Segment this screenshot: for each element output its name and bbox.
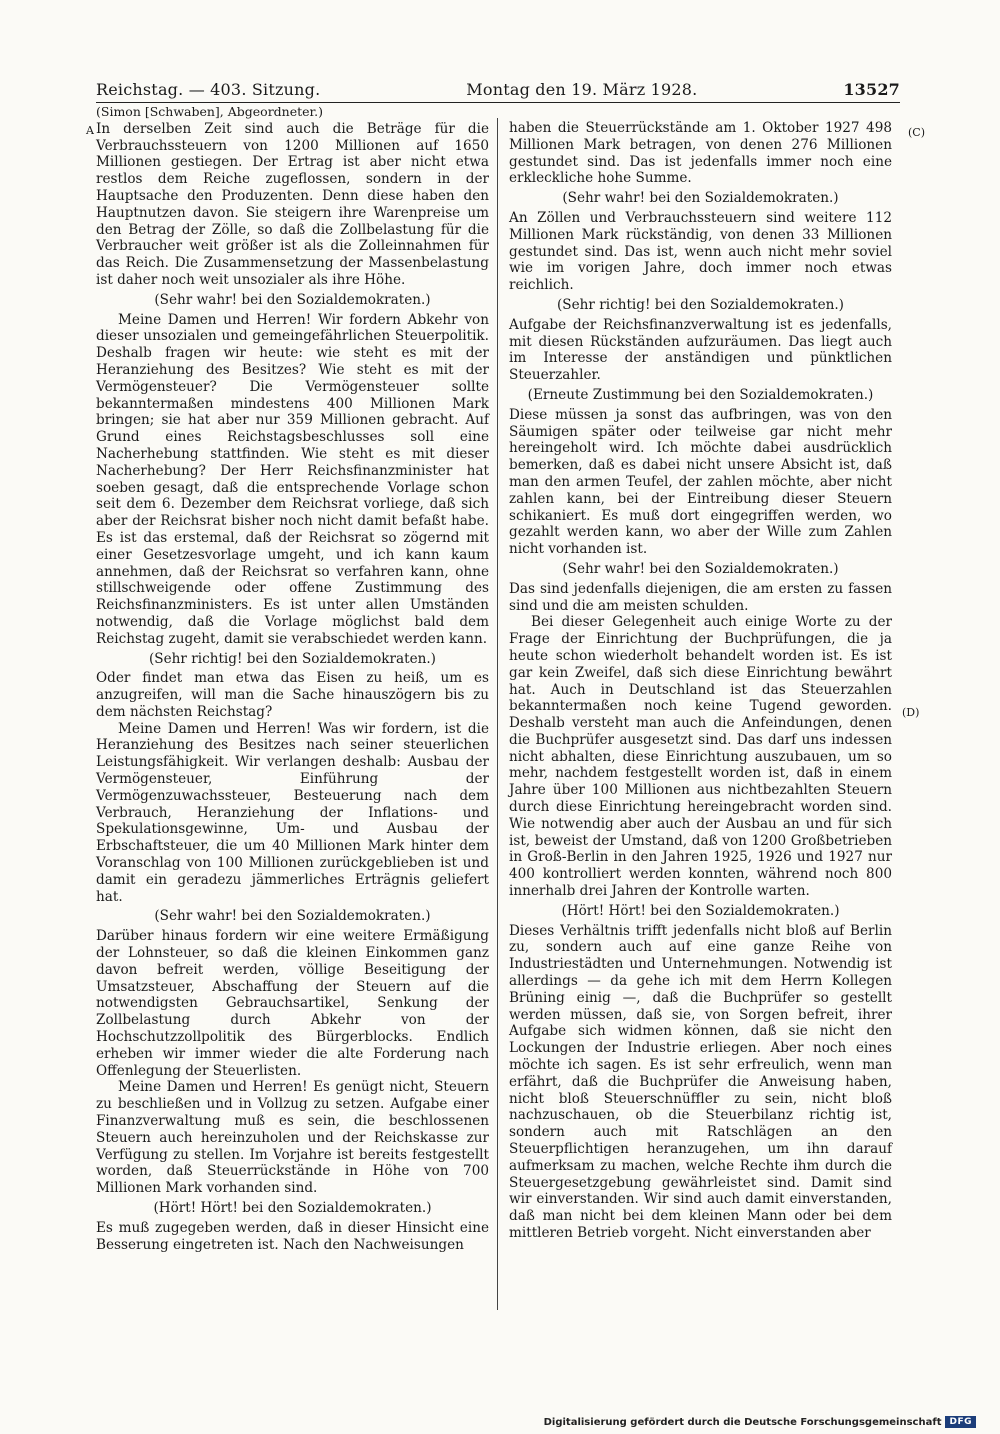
margin-marker-c: (C) <box>908 126 925 139</box>
interjection: (Sehr richtig! bei den Sozialdemokraten.) <box>149 650 436 667</box>
page-header <box>96 76 900 102</box>
interjection: (Hört! Hört! bei den Sozialdemokraten.) <box>153 1200 432 1216</box>
interjection: (Sehr wahr! bei den Sozialdemokraten.) <box>562 190 839 207</box>
paragraph: Dieses Verhältnis trifft jedenfalls nicht bloß auf Berlin zu, sondern auch auf eine ganze Reihe von Industriestädten und Unternehmungen. Notwendig ist allerdings — da gehe ich mit dem Herrn Kollegen Brüning einig —, daß die Buchprüfer so gestellt werden müssen, daß sie, von Sorgen befreit, ihrer Aufgabe sich widmen können, daß sie nicht den Lockungen der Industrie erliegen. Aber noch eines möchte ich sagen. Es ist sehr erfreulich, wenn man erfährt, daß die Buchprüfer die Anweisung haben, nicht bloß Steuerschnüffler zu sein, nicht bloß nachzuschauen, ob die Steuerbilanz richtig ist, sondern auch mit Ratschlägen an den Steuerpflichtigen heranzugehen, um ihn darauf aufmerksam zu machen, welche Rechte ihm durch die Steuergesetzgebung gewährleistet sind. Damit sind wir einverstanden. Wir sind auch damit einverstanden, daß man nicht bei dem kleinen Mann oder bei dem mittleren Betrieb vorgeht. Nicht einverstanden aber <box>509 922 892 1241</box>
header-left: Reichstag. — 403. Sitzung. <box>96 79 321 99</box>
paragraph: Darüber hinaus fordern wir eine weitere Ermäßigung der Lohnsteuer, so daß die kleinen Einkommen ganz davon befreit werden, völlige Beseitigung der Umsatzsteuer, Abschaffung der Steuern auf die notwendigsten Gebrauchsartikel, Senkung der Zollbelastung durch Abkehr von der Hochschutzzollpolitik des Bürgerblocks. Endlich erheben wir immer wieder die alte Forderung nach Offenlegung der Steuerlisten. <box>96 928 489 1079</box>
left-column <box>96 104 489 1253</box>
paragraph: Diese müssen ja sonst das aufbringen, was von den Säumigen später oder teilweise gar nicht mehr hereingeholt wird. Ich möchte dabei ausdrücklich bemerken, daß es dabei nicht unsere Absicht ist, daß man den armen Teufel, der zahlen möchte, aber nicht zahlen kann, bei der Eintreibung dieser Steuern schikaniert. Es muß dort eingegriffen werden, wo gezahlt werden kann, wo aber der Wille zum Zahlen nicht vorhanden ist. <box>509 406 892 558</box>
interjection: (Erneute Zustimmung bei den Sozialdemokraten.) <box>527 386 874 403</box>
right-column <box>509 120 892 1242</box>
paragraph: haben die Steuerrückstände am 1. Oktober 1927 498 Millionen Mark betragen, von denen 276 Millionen gestundet sind. Das ist jedenfalls immer noch eine erkleckliche hohe Summe. <box>509 120 892 187</box>
interjection: (Hört! Hört! bei den Sozialdemokraten.) <box>561 902 840 919</box>
dfg-logo: DFG <box>945 1416 976 1428</box>
paragraph: Bei dieser Gelegenheit auch einige Worte zu der Frage der Einrichtung der Buchprüfungen, die ja heute schon wiederholt behandelt worden ist. Es ist gar kein Zweifel, daß sich diese Einrichtung bewährt hat. Auch in Deutschland ist das Steuerzahlen bekanntermaßen noch keine Tugend geworden. Deshalb versteht man auch die Anfeindungen, denen die Buchprüfer ausgesetzt sind. Das darf uns indessen nicht abhalten, diese Einrichtung auszubauen, um so mehr, nachdem festgestellt worden ist, daß in einem Jahre über 100 Millionen aus nichtbezahlten Steuern durch diese Einrichtung hereingebracht worden sind. Wie notwendig aber auch der Ausbau an und für sich ist, beweist der Umstand, daß von 1200 Großbetrieben in Groß-Berlin in den Jahren 1925, 1926 und 1927 nur 400 kontrolliert werden konnten, während noch 800 innerhalb drei Jahren der Kontrolle warten. <box>509 614 892 900</box>
paragraph: Aufgabe der Reichsfinanzverwaltung ist es jedenfalls, mit diesen Rückständen aufzuräumen. Das liegt auch im Interesse der anständigen und pünktlichen Steuerzahler. <box>509 316 892 384</box>
interjection: (Sehr wahr! bei den Sozialdemokraten.) <box>562 560 839 577</box>
margin-marker-a: A <box>86 124 94 137</box>
speaker-line: (Simon [Schwaben], Abgeordneter.) <box>96 104 324 119</box>
paragraph: In derselben Zeit sind auch die Beträge für die Verbrauchssteuern von 1200 Millionen auf 1650 Millionen gestiegen. Der Ertrag ist aber nicht etwa restlos dem Reiche zugeflossen, sondern in der Hauptsache den Produzenten. Denn diese haben den Hauptnutzen davon. Sie steigern ihre Warenpreise um den Betrag der Zölle, so daß die Zollbelastung für die Verbraucher weit größer ist als die Zolleinnahmen für das Reich. Die Zusammensetzung der Massenbelastung ist daher noch weit unsozialer als ihre Höhe. <box>96 120 489 288</box>
interjection: (Sehr richtig! bei den Sozialdemokraten.) <box>557 296 844 313</box>
paragraph: Meine Damen und Herren! Wir fordern Abkehr von dieser unsozialen und gemeingefährlichen Steuerpolitik. Deshalb fragen wir heute: wie steht es mit der Heranziehung des Besitzes? Wie steht es mit der Vermögensteuer? Die Vermögensteuer sollte bekanntermaßen mindestens 400 Millionen Mark bringen; sie hat aber nur 359 Millionen gebracht. Auf Grund eines Reichstagsbeschlusses soll eine Nacherhebung stattfinden. Wie steht es mit dieser Nacherhebung? Der Herr Reichsfinanzminister hat soeben gesagt, daß die entsprechende Vorlage schon seit dem 6. Dezember dem Reichsrat vorliege, daß sich aber der Reichsrat bisher noch nicht damit befaßt habe. Es ist das erstemal, daß der Reichsrat so zögernd mit einer Gesetzesvorlage umgeht, und ich kann kaum annehmen, daß der Reichsrat so verfahren kann, ohne stillschweigende oder offene Zustimmung des Reichsfinanzministers. Es ist unter allen Umständen notwendig, daß die Vorlage möglichst bald dem Reichstag zugeht, damit sie verabschiedet werden kann. <box>96 311 489 647</box>
margin-marker-d: (D) <box>902 706 920 719</box>
header-rule <box>96 102 900 103</box>
paragraph: Meine Damen und Herren! Was wir fordern, ist die Heranziehung des Besitzes nach seiner steuerlichen Leistungsfähigkeit. Wir verlangen deshalb: Ausbau der Vermögensteuer, Einführung der Vermögenzuwachssteuer, Besteuerung nach dem Verbrauch, Heranziehung der Inflations- und Spekulationsgewinne, Um- und Ausbau der Erbschaftsteuer, die um 40 Millionen Mark hinter dem Voranschlag von 100 Millionen zurückgeblieben ist und damit ein geradezu jämmerliches Erträgnis geliefert hat. <box>96 720 489 905</box>
page-number: 13527 <box>843 79 900 99</box>
column-divider <box>497 118 498 1310</box>
paragraph: Meine Damen und Herren! Es genügt nicht, Steuern zu beschließen und in Vollzug zu setzen. Aufgabe einer Finanzverwaltung muß es sein, die beschlossenen Steuern auch hereinzuholen und der Reichskasse zur Verfügung zu stellen. Im Vorjahre ist bereits festgestellt worden, daß Steuerrückstände in Höhe von 700 Millionen Mark vorhanden sind. <box>96 1079 489 1197</box>
paragraph: Es muß zugegeben werden, daß in dieser Hinsicht eine Besserung eingetreten ist. Nach den Nachweisungen <box>96 1219 489 1253</box>
paragraph: Oder findet man etwa das Eisen zu heiß, um es anzugreifen, will man die Sache hinauszögern bis zu dem nächsten Reichstag? <box>96 670 489 720</box>
interjection: (Sehr wahr! bei den Sozialdemokraten.) <box>154 908 431 925</box>
digitization-footer <box>544 1416 976 1428</box>
header-date: Montag den 19. März 1928. <box>466 79 698 99</box>
footer-text: Digitalisierung gefördert durch die Deutsche Forschungsgemeinschaft <box>543 1416 942 1428</box>
paragraph: An Zöllen und Verbrauchssteuern sind weitere 112 Millionen Mark rückständig, von denen 33 Millionen gestundet sind. Das ist, wenn auch nicht mehr soviel wie im vorigen Jahre, doch immer noch etwas reichlich. <box>509 209 892 294</box>
interjection: (Sehr wahr! bei den Sozialdemokraten.) <box>154 291 431 308</box>
paragraph: Das sind jedenfalls diejenigen, die am ersten zu fassen sind und die am meisten schulden. <box>509 580 892 614</box>
